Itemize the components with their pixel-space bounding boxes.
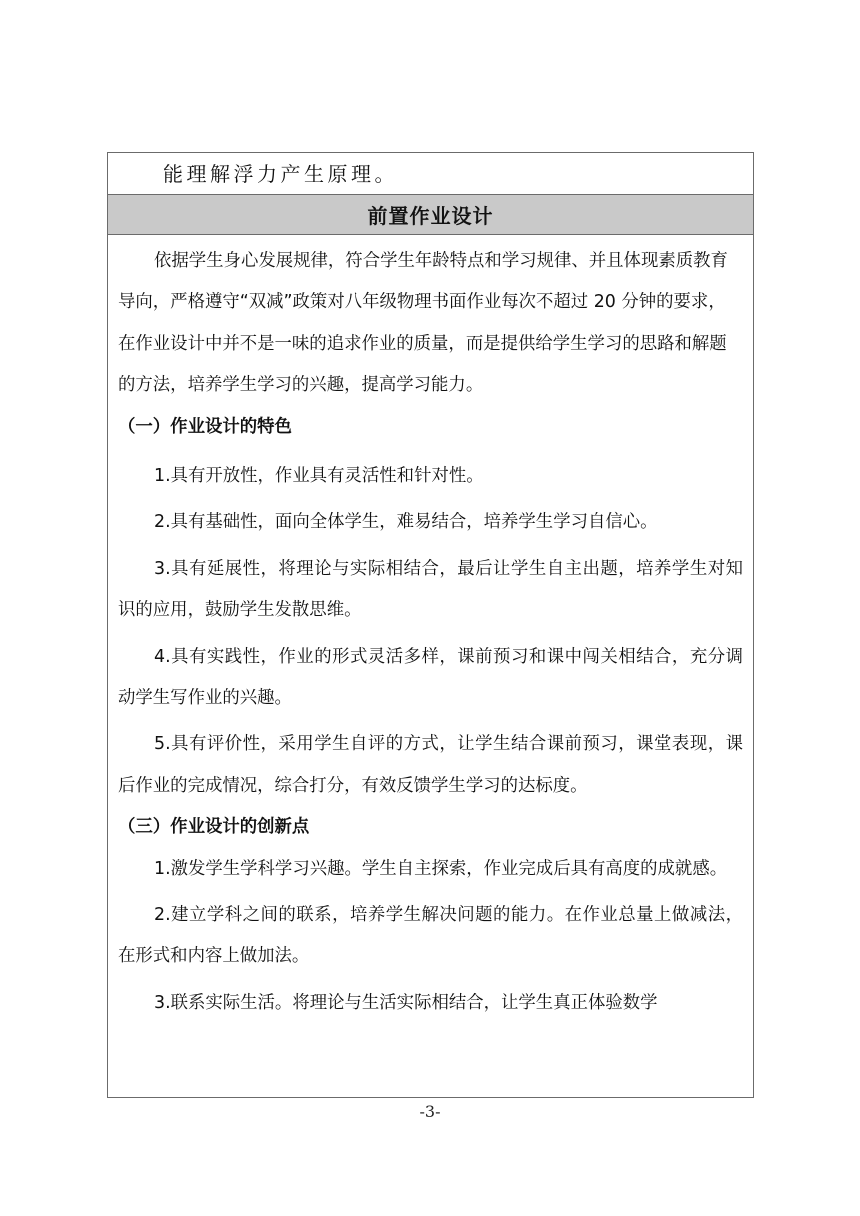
feature-item: 1.具有开放性，作业具有灵活性和针对性。: [154, 466, 484, 487]
section-header: 前置作业设计: [367, 204, 494, 228]
continued-row: [108, 153, 753, 195]
innovation-item: 1.激发学生学科学习兴趣。学生自主探索，作业完成后具有高度的成就感。: [154, 858, 728, 879]
innovation-item: 3.联系实际生活。将理论与生活实际相结合，让学生真正体验数学: [154, 992, 658, 1013]
content-cell: [108, 235, 753, 1097]
continued-line: 能理解浮力产生原理。: [163, 162, 398, 186]
innovations-heading: （三）作业设计的创新点: [118, 817, 310, 838]
document-table: [107, 152, 754, 1098]
feature-item: 5.具有评价性，采用学生自评的方式，让学生结合课前预习，课堂表现，课后作业的完成情况，综合打分，有效反馈学生学习的达标度。: [118, 734, 743, 796]
feature-item: 2.具有基础性，面向全体学生，难易结合，培养学生学习自信心。: [154, 512, 658, 533]
feature-item: 4.具有实践性，作业的形式灵活多样，课前预习和课中闯关相结合，充分调动学生写作业的兴趣。: [118, 646, 743, 709]
feature-item: 3.具有延展性，将理论与实际相结合，最后让学生自主出题，培养学生对知识的应用，鼓励学生发散思维。: [118, 558, 743, 621]
intro-paragraph: 依据学生身心发展规律，符合学生年龄特点和学习规律、并且体现素质教育导向，严格遵守“双减”政策对八年级物理书面作业每次不超过 20 分钟的要求，在作业设计中并不是一味的追求作业的质量，而是提供给学生学习的思路和解题的方法，培养学生学习的兴趣，提高学习能力。: [118, 251, 728, 396]
innovation-item: 2.建立学科之间的联系，培养学生解决问题的能力。在作业总量上做减法，在形式和内容上做加法。: [118, 905, 743, 967]
features-heading: （一）作业设计的特色: [118, 416, 292, 437]
section-header-row: [108, 195, 753, 235]
page-number: -3-: [419, 1102, 441, 1121]
